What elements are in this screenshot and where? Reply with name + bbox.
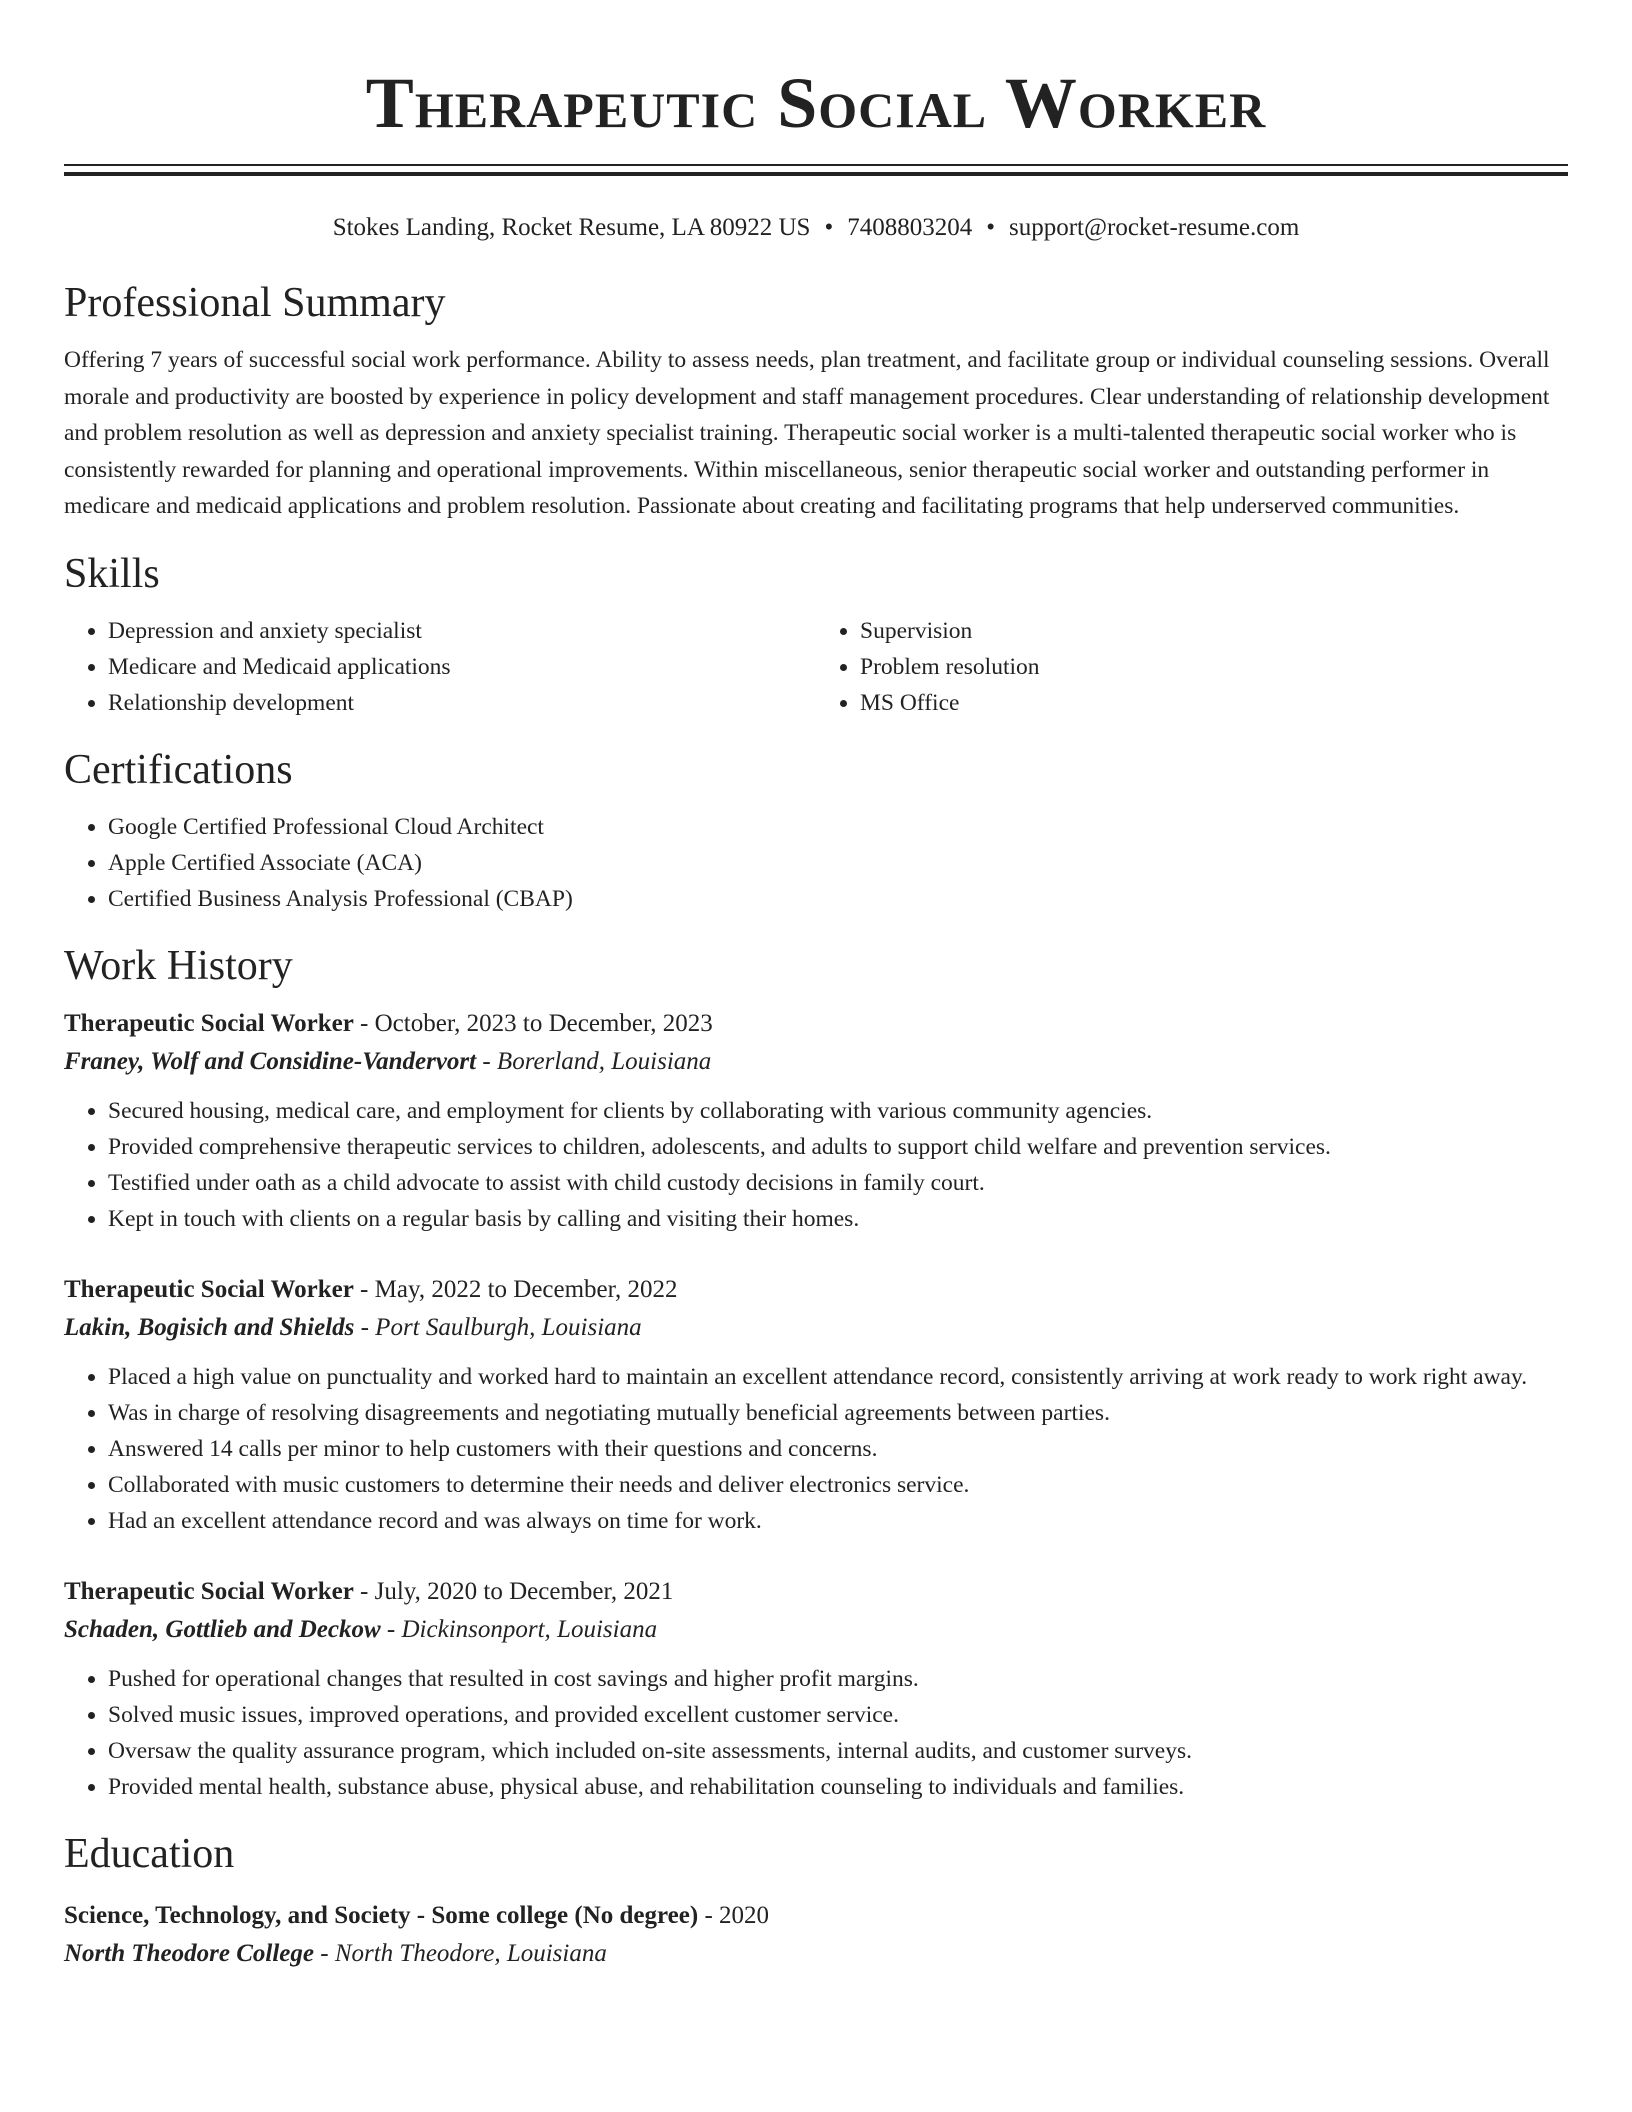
resume-page <box>64 0 1568 1973</box>
job-bullets <box>64 1661 1568 1805</box>
education-degree: Science, Technology, and Society - Some college (No degree) <box>64 1901 699 1929</box>
job-location: - Dickinsonport, Louisiana <box>380 1615 658 1643</box>
contact-separator: • <box>986 214 995 241</box>
skill-item: • Relationship development <box>108 685 816 721</box>
job-bullet: • Had an excellent attendance record and was always on time for work. <box>108 1503 1568 1539</box>
education-location: - North Theodore, Louisiana <box>314 1939 607 1967</box>
job-entry <box>64 1573 1568 1805</box>
job-organization: Franey, Wolf and Considine-Vandervort <box>64 1047 477 1075</box>
contact-address: Stokes Landing, Rocket Resume, LA 80922 US <box>332 214 811 241</box>
job-role: Therapeutic Social Worker <box>64 1009 354 1037</box>
contact-separator: • <box>824 214 834 241</box>
job-organization: Lakin, Bogisich and Shields <box>64 1313 355 1341</box>
job-header <box>64 1271 1568 1309</box>
certification-item: • Apple Certified Associate (ACA) <box>108 845 1568 881</box>
contact-email: support@rocket-resume.com <box>1008 214 1300 241</box>
job-header <box>64 1573 1568 1611</box>
skill-item: • Medicare and Medicaid applications <box>108 649 816 685</box>
job-entry <box>64 1005 1568 1237</box>
certification-item: • Google Certified Professional Cloud Architect <box>108 809 1568 845</box>
job-entry <box>64 1271 1568 1539</box>
job-organization-line <box>64 1309 1568 1347</box>
skill-item: • Supervision <box>860 613 1568 649</box>
education-entry <box>64 1897 1568 1973</box>
education-header <box>64 1897 1568 1935</box>
job-bullet: • Placed a high value on punctuality and worked hard to maintain an excellent attendance record, consistently arriving at work ready to work right away. <box>108 1359 1568 1395</box>
work-history-heading: Work History <box>64 942 293 989</box>
skill-item: • MS Office <box>860 685 1568 721</box>
job-bullet: • Solved music issues, improved operations, and provided excellent customer service. <box>108 1697 1568 1733</box>
skill-item: • Problem resolution <box>860 649 1568 685</box>
summary-heading: Professional Summary <box>64 280 446 326</box>
job-bullets <box>64 1359 1568 1539</box>
education-year: - 2020 <box>698 1901 770 1929</box>
skills-list-left <box>64 613 816 721</box>
job-bullet: • Pushed for operational changes that resulted in cost savings and higher profit margins. <box>108 1661 1568 1697</box>
job-bullet: • Provided mental health, substance abuse, physical abuse, and rehabilitation counseling to individuals and families. <box>108 1769 1568 1805</box>
title-divider-thin <box>64 164 1568 166</box>
contact-line <box>64 212 1568 244</box>
education-heading: Education <box>64 1830 235 1877</box>
education-school-line <box>64 1935 1568 1973</box>
job-role: Therapeutic Social Worker <box>64 1275 354 1303</box>
job-organization-line <box>64 1043 1568 1081</box>
job-location: - Port Saulburgh, Louisiana <box>354 1313 642 1341</box>
job-bullet: • Was in charge of resolving disagreements and negotiating mutually beneficial agreements between parties. <box>108 1395 1568 1431</box>
education-school: North Theodore College <box>64 1939 314 1967</box>
title-divider-thick <box>64 172 1568 176</box>
skills-heading: Skills <box>64 550 160 597</box>
job-bullet: • Secured housing, medical care, and employment for clients by collaborating with various community agencies. <box>108 1093 1568 1129</box>
skills-grid <box>64 613 1568 721</box>
skills-list-right <box>816 613 1568 721</box>
job-bullet: • Oversaw the quality assurance program, which included on-site assessments, internal audits, and customer surveys. <box>108 1733 1568 1769</box>
resume-title: Therapeutic Social Worker <box>365 63 1267 143</box>
job-location: - Borerland, Louisiana <box>476 1047 712 1075</box>
job-organization-line <box>64 1611 1568 1649</box>
certifications-heading: Certifications <box>64 746 293 793</box>
job-header <box>64 1005 1568 1043</box>
job-dates: - October, 2023 to December, 2023 <box>353 1009 713 1037</box>
job-role: Therapeutic Social Worker <box>64 1577 354 1605</box>
job-bullets <box>64 1093 1568 1237</box>
summary-text: Offering 7 years of successful social work performance. Ability to assess needs, plan treatment, and facilitate group or individual counseling sessions. Overall morale and productivity are boosted by experience in policy development and staff management procedures. Clear understanding of relationship development and problem resolution as well as depression and anxiety specialist training. Therapeutic social worker is a multi-talented therapeutic social worker who is consistently rewarded for planning and operational improvements. Within miscellaneous, senior therapeutic social worker and outstanding performer in medicare and medicaid applications and problem resolution. Passionate about creating and facilitating programs that help underserved communities. <box>64 347 1550 519</box>
contact-phone: 7408803204 <box>847 214 973 241</box>
skill-item: • Depression and anxiety specialist <box>108 613 816 649</box>
job-bullet: • Kept in touch with clients on a regular basis by calling and visiting their homes. <box>108 1201 1568 1237</box>
job-bullet: • Answered 14 calls per minor to help customers with their questions and concerns. <box>108 1431 1568 1467</box>
job-dates: - May, 2022 to December, 2022 <box>353 1275 678 1303</box>
job-bullet: • Provided comprehensive therapeutic services to children, adolescents, and adults to support child welfare and prevention services. <box>108 1129 1568 1165</box>
certification-item: • Certified Business Analysis Professional (CBAP) <box>108 881 1568 917</box>
job-organization: Schaden, Gottlieb and Deckow <box>64 1615 381 1643</box>
certifications-list <box>64 809 1568 917</box>
job-bullet: • Testified under oath as a child advocate to assist with child custody decisions in family court. <box>108 1165 1568 1201</box>
job-bullet: • Collaborated with music customers to determine their needs and deliver electronics service. <box>108 1467 1568 1503</box>
job-dates: - July, 2020 to December, 2021 <box>353 1577 674 1605</box>
